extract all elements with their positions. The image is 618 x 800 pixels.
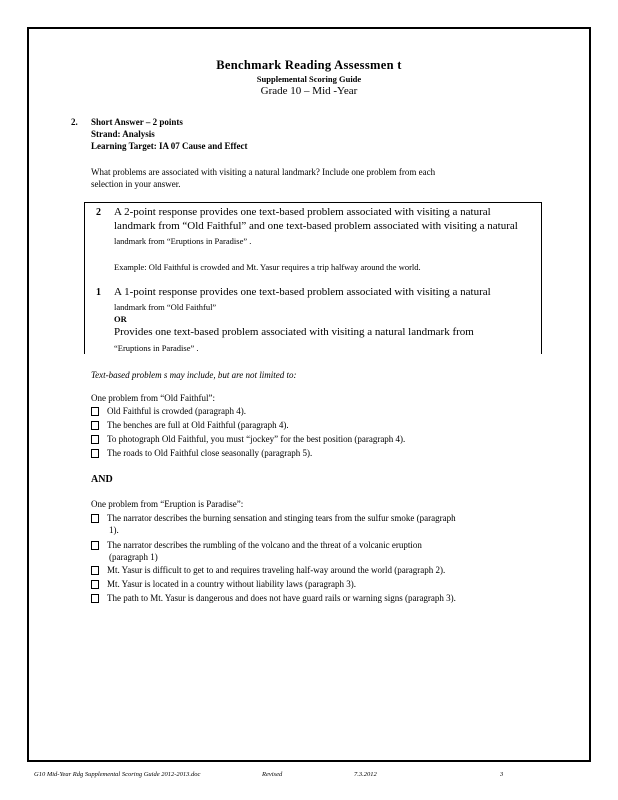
- learning-target: Learning Target: IA 07 Cause and Effect: [91, 141, 248, 151]
- list-item: The narrator describes the rumbling of the volcano and the threat of a volcanic eruption: [91, 540, 422, 550]
- bullet-box-icon: [91, 541, 99, 550]
- question-type: Short Answer – 2 points: [91, 117, 183, 127]
- footer-page-number: 3: [500, 771, 504, 778]
- bullet-box-icon: [91, 580, 99, 589]
- question-number: 2.: [71, 117, 78, 127]
- bullet-box-icon: [91, 566, 99, 575]
- footer-date: 7.3.2012: [354, 771, 377, 778]
- list-item: Old Faithful is crowded (paragraph 4).: [91, 406, 246, 416]
- and-label: AND: [91, 474, 113, 485]
- prompt-line-2: selection in your answer.: [91, 179, 181, 189]
- list-item: The path to Mt. Yasur is dangerous and does not have guard rails or warning signs (paragraph 3).: [91, 593, 456, 603]
- list-item-continuation: 1).: [109, 525, 119, 535]
- bullet-box-icon: [91, 449, 99, 458]
- score-1-or: OR: [114, 314, 127, 324]
- list-item: The roads to Old Faithful close seasonally (paragraph 5).: [91, 448, 312, 458]
- group-2-header: One problem from “Eruption is Paradise”:: [91, 499, 244, 509]
- bullet-box-icon: [91, 514, 99, 523]
- list-item: The benches are full at Old Faithful (paragraph 4).: [91, 420, 289, 430]
- list-item: Mt. Yasur is located in a country without liability laws (paragraph 3).: [91, 579, 356, 589]
- score-2-label: 2: [96, 207, 101, 218]
- document-title: Benchmark Reading Assessmen t: [216, 58, 402, 72]
- group-1-header: One problem from “Old Faithful”:: [91, 393, 215, 403]
- bullet-box-icon: [91, 435, 99, 444]
- footer-status: Revised: [262, 771, 283, 778]
- grade-label: Grade 10 – Mid -Year: [260, 85, 358, 97]
- footer-filename: G10 Mid-Year Rdg Supplemental Scoring Guide 2012-2013.doc: [34, 771, 201, 778]
- list-item-continuation: (paragraph 1): [109, 552, 158, 562]
- bullet-box-icon: [91, 594, 99, 603]
- score-1-line-3: Provides one text-based problem associated with visiting a natural landmark from: [114, 326, 474, 338]
- score-1-line-1: A 1-point response provides one text-based problem associated with visiting a natural: [114, 286, 491, 298]
- score-2-line-2: landmark from “Old Faithful” and one text-based problem associated with visiting a natural: [114, 220, 518, 232]
- score-1-line-4: “Eruptions in Paradise” .: [114, 343, 199, 353]
- score-2-line-3: landmark from “Eruptions in Paradise” .: [114, 236, 252, 246]
- score-1-label: 1: [96, 287, 101, 298]
- score-2-line-1: A 2-point response provides one text-based problem associated with visiting a natural: [114, 206, 491, 218]
- list-item: To photograph Old Faithful, you must “jockey” for the best position (paragraph 4).: [91, 434, 405, 444]
- document-subtitle: Supplemental Scoring Guide: [256, 74, 362, 84]
- list-item: The narrator describes the burning sensation and stinging tears from the sulfur smoke (paragraph: [91, 513, 456, 523]
- strand: Strand: Analysis: [91, 129, 155, 139]
- bullet-box-icon: [91, 407, 99, 416]
- prompt-line-1: What problems are associated with visiting a natural landmark? Include one problem from each: [91, 167, 436, 177]
- score-2-example: Example: Old Faithful is crowded and Mt. Yasur requires a trip halfway around the world.: [114, 262, 421, 272]
- score-1-line-2: landmark from “Old Faithful”: [114, 302, 217, 312]
- list-item: Mt. Yasur is difficult to get to and requires traveling half-way around the world (paragraph 2).: [91, 565, 445, 575]
- notes-intro: Text-based problem s may include, but are not limited to:: [91, 370, 297, 380]
- bullet-box-icon: [91, 421, 99, 430]
